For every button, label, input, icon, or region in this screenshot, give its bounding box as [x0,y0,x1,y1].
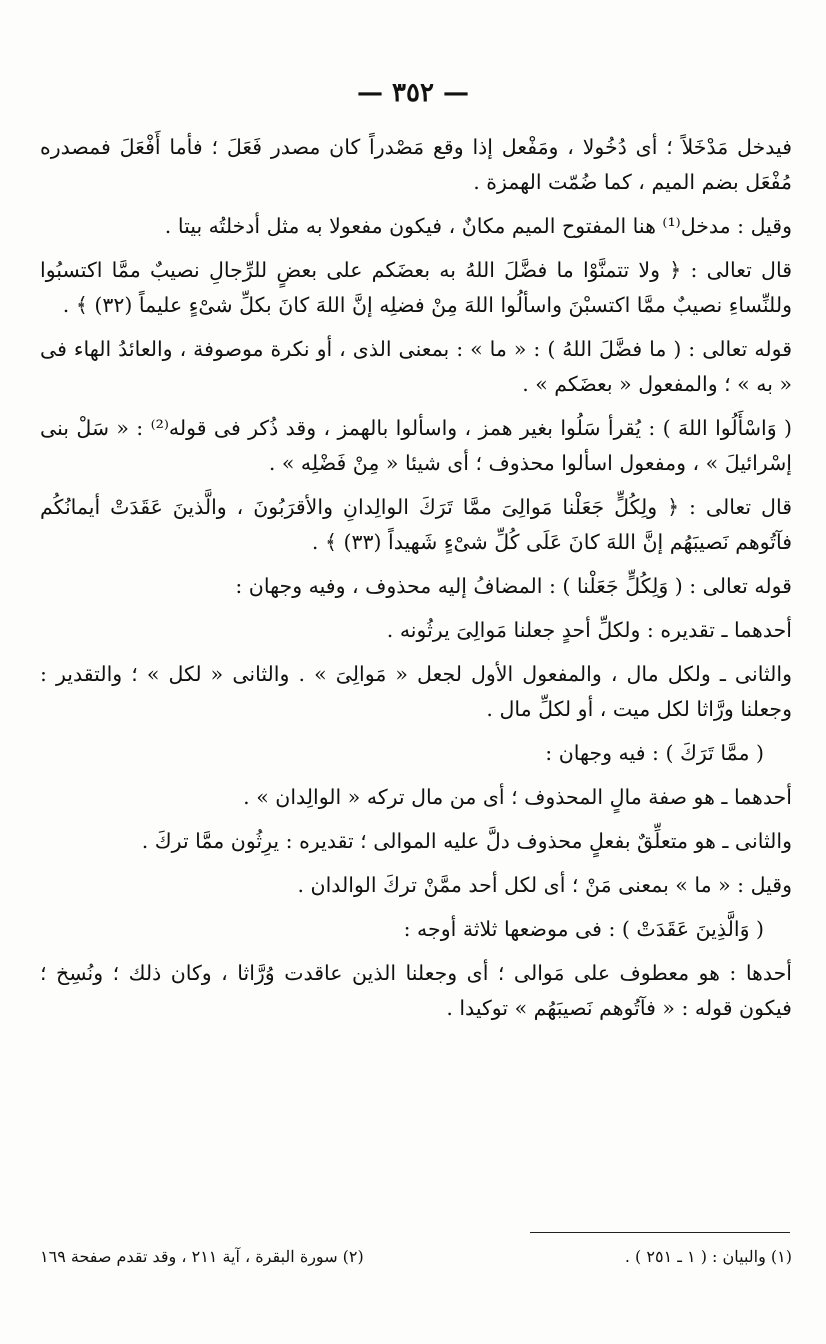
paragraph: قوله تعالى : ( وَلِكُلٍّ جَعَلْنا ) : المضافُ إليه محذوف ، وفيه وجهان : [235,574,792,598]
paragraph: والثانى ـ هو متعلِّقٌ بفعلٍ محذوف دلَّ عليه الموالى ؛ تقديره : يرِثُون ممَّا تركَ . [141,829,792,853]
paragraph: فيدخل مَدْخَلاً ؛ أى دُخُولا ، ومَفْعل إذا وقع مَصْدراً كان مصدر فَعَلَ ؛ فأما أَفْعَلَ فمصدره مُفْعَل بضم الميم ، كما ضُمّت الهمزة . [40,135,792,194]
paragraph: ( وَالَّذِينَ عَقَدَتْ ) : فى موضعها ثلاثة أوجه : [403,917,764,941]
paragraph: أحدها : هو معطوف على مَوالى ؛ أى وجعلنا الذين عاقدت وُرَّاثا ، وكان ذلك ؛ ونُسِخ ؛ فيكون قوله : « فآتُوهم نَصيبَهُم » توكيدا . [40,961,792,1020]
footnote-2: (٢) سورة البقرة ، آية ٢١١ ، وقد تقدم صفحة ١٦٩ [40,1247,364,1266]
page-number: — ٣٥٢ — [356,78,470,108]
quran-verse-paragraph: قال تعالى : ﴿ ولا تتمنَّوْا ما فضَّلَ اللهُ به بعضَكم على بعضٍ للرِّجالِ نصيبٌ ممَّا اكتسبُوا وللنِّساءِ نصيبٌ ممَّا اكتسبْنَ واسألُوا اللهَ مِنْ فضلِه إنَّ اللهَ كانَ بكلِّ شىْءٍ عليماً (٣٢) ﴾ . [40,258,792,317]
footnote-divider [530,1232,790,1233]
footnotes [40,1244,792,1270]
paragraph: ( ممَّا تَرَكَ ) : فيه وجهان : [545,741,764,765]
paragraph: وقيل : مدخل⁽¹⁾ هنا المفتوح الميم مكانٌ ، فيكون مفعولا به مثل أدخلتُه بيتا . [164,214,792,238]
main-text [40,130,792,1035]
paragraph: وقيل : « ما » بمعنى مَنْ ؛ أى لكل أحد ممَّنْ تركَ الوالدان . [297,873,792,897]
paragraph: قوله تعالى : ( ما فضَّلَ اللهُ ) : « ما » : بمعنى الذى ، أو نكرة موصوفة ، والعائدُ الهاء فى « به » ؛ والمفعول « بعضَكم » . [40,337,792,396]
paragraph: أحدهما ـ هو صفة مالٍ المحذوف ؛ أى من مال تركه « الوالِدان » . [243,785,792,809]
paragraph: أحدهما ـ تقديره : ولكلِّ أحدٍ جعلنا مَوالِىَ يرثُونه . [386,618,792,642]
quran-verse-paragraph: قال تعالى : ﴿ ولِكُلٍّ جَعَلْنا مَوالِىَ ممَّا تَرَكَ الوالِدانِ والأقرَبُونَ ، والَّذينَ عَقَدَتْ أيمانُكُم فآتُوهم نَصيبَهُم إنَّ اللهَ كانَ عَلَى كُلِّ شىْءٍ شَهيداً (٣٣) ﴾ . [40,495,792,554]
paragraph: والثانى ـ ولكل مال ، والمفعول الأول لجعل « مَوالِىَ » . والثانى « لكل » ؛ والتقدير : وجعلنا ورَّاثا لكل ميت ، أو لكلِّ مال . [40,662,792,721]
paragraph: ( وَاسْأَلُوا اللهَ ) : يُقرأ سَلُوا بغير همز ، واسألوا بالهمز ، وقد ذُكر فى قوله⁽²⁾ : « سَلْ بنى إسْرائيلَ » ، ومفعول اسألوا محذوف ؛ أى شيئا « مِنْ فَضْلِه » . [40,416,792,475]
footnote-1: (١) والبيان : ( ١ ـ ٢٥١ ) . [624,1247,792,1266]
